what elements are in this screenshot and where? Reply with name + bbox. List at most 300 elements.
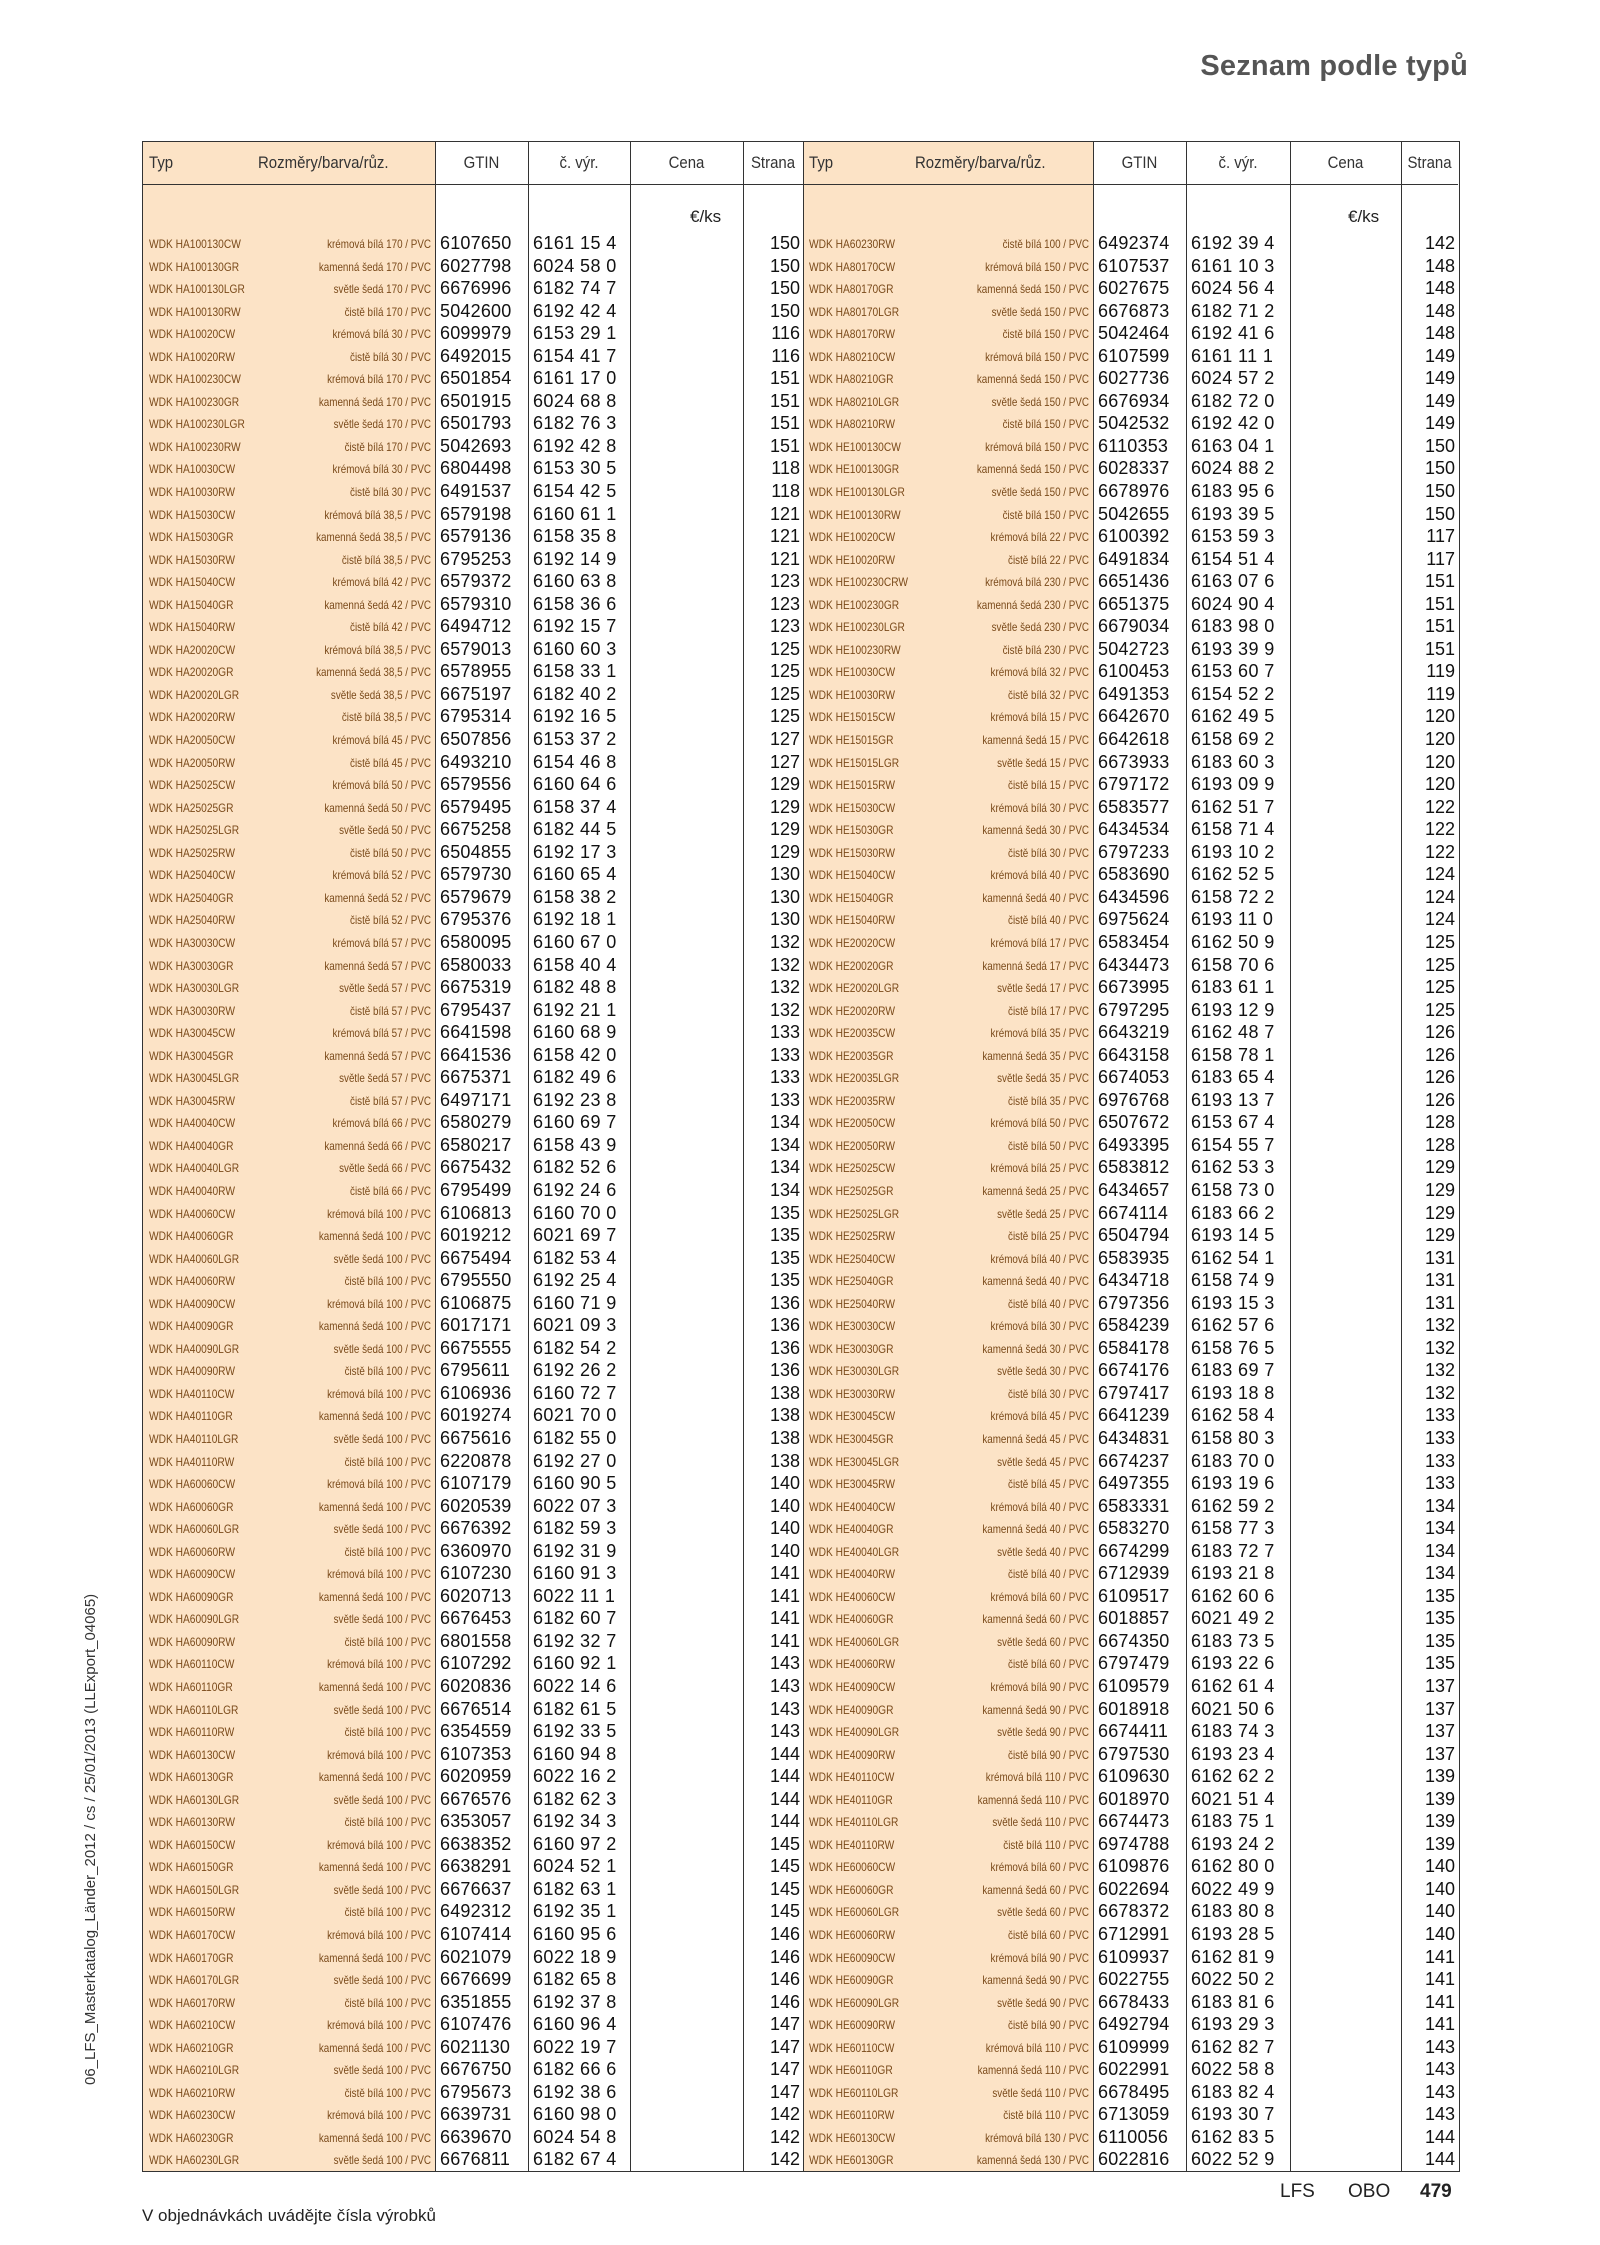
product-type: WDK HA60110GR [149, 1680, 233, 1694]
table-row [143, 1698, 803, 1721]
product-page: 137 [1424, 1743, 1455, 1764]
product-catalog-number: 6158 73 0 [1191, 1179, 1275, 1200]
product-gtin: 6109876 [1098, 1856, 1170, 1877]
product-gtin: 6020713 [440, 1585, 512, 1606]
product-catalog-number: 6192 32 7 [533, 1630, 617, 1651]
product-catalog-number: 6024 56 4 [1191, 278, 1275, 299]
table-row [803, 1833, 1458, 1856]
product-page: 145 [769, 1833, 800, 1854]
product-gtin: 5042464 [1098, 323, 1170, 344]
table-row [803, 705, 1458, 728]
product-dimensions: světle šedá 38,5 / PVC [330, 687, 431, 702]
product-type: WDK HE100230LGR [809, 620, 905, 635]
table-row [803, 1044, 1458, 1067]
product-type: WDK HA40060RW [149, 1274, 235, 1289]
page-number: 479 [1420, 2181, 1452, 2202]
table-row [143, 1269, 803, 1292]
product-catalog-number: 6162 53 3 [1191, 1157, 1275, 1178]
product-page: 125 [1424, 999, 1455, 1020]
product-gtin: 6021130 [440, 2036, 511, 2057]
product-dimensions: světle šedá 30 / PVC [997, 1364, 1089, 1379]
product-page: 150 [1424, 503, 1455, 524]
product-catalog-number: 6022 11 1 [533, 1585, 616, 1606]
product-catalog-number: 6021 09 3 [533, 1315, 617, 1336]
product-type: WDK HE10030RW [809, 687, 895, 702]
product-type: WDK HE25040GR [809, 1274, 894, 1289]
table-row [143, 1652, 803, 1675]
table-row [143, 1247, 803, 1270]
product-dimensions: kamenná šedá 100 / PVC [318, 2130, 431, 2145]
product-catalog-number: 6182 65 8 [533, 1969, 617, 1990]
product-type: WDK HE20050CW [809, 1116, 896, 1131]
product-type: WDK HA100130RW [149, 304, 241, 319]
product-page: 133 [1424, 1450, 1455, 1471]
table-row [803, 999, 1458, 1022]
table-row [803, 1292, 1458, 1315]
product-gtin: 6674053 [1098, 1067, 1170, 1088]
product-type: WDK HE40090RW [809, 1747, 895, 1762]
product-page: 121 [769, 526, 800, 547]
product-type: WDK HA20020RW [149, 710, 235, 725]
product-catalog-number: 6192 37 8 [533, 1991, 617, 2012]
product-dimensions: čistě bílá 90 / PVC [1008, 1747, 1089, 1762]
product-gtin: 6507856 [440, 729, 512, 750]
table-row [803, 931, 1458, 954]
product-catalog-number: 6193 28 5 [1191, 1924, 1275, 1945]
product-dimensions: čistě bílá 170 / PVC [344, 304, 431, 319]
product-dimensions: světle šedá 170 / PVC [333, 282, 431, 297]
product-gtin: 6027798 [440, 255, 512, 276]
table-right-half [803, 142, 1458, 2171]
product-type: WDK HE25040CW [809, 1251, 896, 1266]
table-row [143, 1517, 803, 1540]
product-page: 132 [769, 931, 800, 952]
product-page: 151 [769, 413, 800, 434]
product-page: 135 [1424, 1585, 1455, 1606]
product-page: 123 [769, 616, 800, 637]
product-catalog-number: 6154 55 7 [1191, 1134, 1275, 1155]
product-page: 131 [1424, 1270, 1455, 1291]
table-row [143, 1810, 803, 1833]
product-page: 143 [1424, 2081, 1455, 2102]
product-page: 116 [771, 323, 800, 344]
product-type: WDK HA60170GR [149, 1950, 234, 1965]
table-row [143, 1044, 803, 1067]
product-gtin: 6795611 [440, 1360, 511, 1381]
product-type: WDK HA30030RW [149, 1003, 235, 1018]
product-dimensions: krémová bílá 66 / PVC [332, 1116, 431, 1131]
table-rows-right [803, 232, 1458, 2171]
product-dimensions: krémová bílá 110 / PVC [985, 2040, 1089, 2055]
product-gtin: 6642618 [1098, 729, 1170, 750]
product-dimensions: světle šedá 90 / PVC [997, 1995, 1089, 2010]
product-type: WDK HE20020CW [809, 935, 896, 950]
product-type: WDK HA60230LGR [149, 2153, 240, 2168]
product-catalog-number: 6158 35 8 [533, 526, 617, 547]
header-page: Strana [750, 153, 796, 172]
product-catalog-number: 6024 54 8 [533, 2126, 617, 2147]
table-row [143, 1156, 803, 1179]
table-row [803, 1111, 1458, 1134]
product-catalog-number: 6154 41 7 [533, 345, 617, 366]
table-row [803, 1134, 1458, 1157]
product-page: 129 [769, 841, 800, 862]
product-catalog-number: 6153 37 2 [533, 729, 617, 750]
product-page: 150 [769, 255, 800, 276]
table-row [143, 2148, 803, 2171]
product-dimensions: krémová bílá 100 / PVC [327, 2018, 431, 2033]
product-type: WDK HA60150GR [149, 1860, 234, 1875]
product-gtin: 6674411 [1098, 1721, 1169, 1742]
product-gtin: 6497355 [1098, 1473, 1170, 1494]
product-dimensions: krémová bílá 100 / PVC [327, 1206, 431, 1221]
product-dimensions: kamenná šedá 170 / PVC [318, 394, 431, 409]
product-type: WDK HA40090CW [149, 1296, 236, 1311]
product-dimensions: čistě bílá 100 / PVC [344, 1454, 431, 1469]
product-dimensions: krémová bílá 100 / PVC [327, 1567, 431, 1582]
product-type: WDK HA25040CW [149, 868, 236, 883]
product-page: 134 [769, 1134, 800, 1155]
product-catalog-number: 6160 92 1 [533, 1653, 617, 1674]
product-page: 150 [769, 278, 800, 299]
product-page: 151 [769, 368, 800, 389]
product-gtin: 6492794 [1098, 2014, 1170, 2035]
product-gtin: 6579372 [440, 571, 512, 592]
product-page: 132 [769, 954, 800, 975]
table-row [143, 457, 803, 480]
product-gtin: 6491834 [1098, 548, 1170, 569]
product-dimensions: čistě bílá 25 / PVC [1008, 1229, 1089, 1244]
product-catalog-number: 6193 30 7 [1191, 2104, 1275, 2125]
product-catalog-number: 6192 27 0 [533, 1450, 617, 1471]
footer-brand-obo: OBO [1348, 2181, 1391, 2202]
product-catalog-number: 6193 13 7 [1191, 1089, 1275, 1110]
table-row [143, 1359, 803, 1382]
table-row [803, 457, 1458, 480]
product-type: WDK HA60170RW [149, 1995, 235, 2010]
table-row [803, 232, 1458, 255]
product-page: 151 [769, 390, 800, 411]
product-gtin: 6676873 [1098, 300, 1170, 321]
product-dimensions: krémová bílá 100 / PVC [327, 2108, 431, 2123]
product-gtin: 6676453 [440, 1608, 512, 1629]
product-catalog-number: 6192 33 5 [533, 1721, 617, 1742]
product-type: WDK HE15015RW [809, 778, 895, 793]
product-page: 122 [1424, 819, 1455, 840]
table-row [143, 1855, 803, 1878]
product-dimensions: čistě bílá 40 / PVC [1008, 1296, 1089, 1311]
product-gtin: 6501854 [440, 368, 512, 389]
header-dimensions: Rozměry/barva/růz. [258, 153, 389, 172]
product-type: WDK HA15030GR [149, 530, 234, 545]
product-gtin: 6507672 [1098, 1112, 1170, 1133]
table-row [803, 1382, 1458, 1405]
table-row [143, 1021, 803, 1044]
product-dimensions: kamenná šedá 100 / PVC [318, 1680, 431, 1694]
product-page: 143 [1424, 2036, 1455, 2057]
product-dimensions: kamenná šedá 30 / PVC [982, 823, 1089, 838]
product-catalog-number: 6158 69 2 [1191, 729, 1275, 750]
product-type: WDK HA15030RW [149, 552, 235, 567]
product-dimensions: krémová bílá 42 / PVC [332, 575, 431, 590]
product-type: WDK HE30045GR [809, 1431, 894, 1446]
table-row [143, 548, 803, 571]
product-gtin: 6797172 [1098, 774, 1170, 795]
product-type: WDK HA15040CW [149, 575, 236, 590]
table-row [143, 480, 803, 503]
table-row [143, 2036, 803, 2059]
table-row [143, 1540, 803, 1563]
product-type: WDK HA30045CW [149, 1026, 236, 1041]
product-catalog-number: 6158 78 1 [1191, 1044, 1275, 1065]
product-dimensions: krémová bílá 150 / PVC [985, 439, 1089, 454]
product-dimensions: krémová bílá 57 / PVC [332, 935, 431, 950]
table-row [803, 1698, 1458, 1721]
product-catalog-number: 6022 52 9 [1191, 2149, 1275, 2170]
product-catalog-number: 6183 80 8 [1191, 1901, 1275, 1922]
product-catalog-number: 6182 60 7 [533, 1608, 617, 1629]
product-gtin: 6675432 [440, 1157, 512, 1178]
product-gtin: 6491353 [1098, 683, 1170, 704]
table-row [143, 728, 803, 751]
product-type: WDK HA100230GR [149, 394, 240, 409]
product-dimensions: čistě bílá 100 / PVC [344, 1815, 431, 1830]
product-catalog-number: 6160 63 8 [533, 571, 617, 592]
product-page: 136 [769, 1337, 800, 1358]
table-row [803, 1900, 1458, 1923]
product-type: WDK HA15030CW [149, 507, 236, 522]
product-page: 148 [1424, 278, 1455, 299]
product-catalog-number: 6182 63 1 [533, 1878, 617, 1899]
product-gtin: 6579495 [440, 796, 512, 817]
product-type: WDK HE100130CW [809, 439, 901, 454]
product-type: WDK HE20020RW [809, 1003, 895, 1018]
product-dimensions: světle šedá 100 / PVC [333, 2063, 431, 2078]
product-dimensions: krémová bílá 60 / PVC [990, 1589, 1089, 1604]
product-dimensions: krémová bílá 130 / PVC [985, 2130, 1089, 2145]
product-catalog-number: 6022 58 8 [1191, 2059, 1275, 2080]
product-gtin: 6494712 [440, 616, 512, 637]
table-row [143, 818, 803, 841]
product-gtin: 6351855 [440, 1991, 512, 2012]
table-row [803, 1946, 1458, 1969]
product-catalog-number: 6192 34 3 [533, 1811, 617, 1832]
product-gtin: 6354559 [440, 1721, 512, 1742]
product-dimensions: kamenná šedá 100 / PVC [318, 1589, 431, 1604]
table-row [143, 232, 803, 255]
product-page: 141 [769, 1585, 800, 1606]
product-page: 147 [769, 2081, 800, 2102]
product-type: WDK HA100130LGR [149, 282, 245, 297]
product-catalog-number: 6183 61 1 [1191, 977, 1275, 998]
product-catalog-number: 6162 81 9 [1191, 1946, 1275, 1967]
product-dimensions: čistě bílá 90 / PVC [1008, 2018, 1089, 2033]
product-gtin: 5042532 [1098, 413, 1170, 434]
product-type: WDK HE60090LGR [809, 1995, 900, 2010]
table-row [143, 1495, 803, 1518]
product-dimensions: čistě bílá 32 / PVC [1008, 687, 1089, 702]
table-row [143, 503, 803, 526]
product-dimensions: čistě bílá 45 / PVC [350, 755, 431, 770]
product-dimensions: čistě bílá 30 / PVC [350, 485, 431, 500]
product-type: WDK HA60090LGR [149, 1612, 240, 1627]
table-row [143, 1720, 803, 1743]
product-catalog-number: 6153 60 7 [1191, 661, 1275, 682]
product-catalog-number: 6153 59 3 [1191, 526, 1275, 547]
table-row [803, 1675, 1458, 1698]
product-page: 125 [769, 638, 800, 659]
product-dimensions: krémová bílá 100 / PVC [327, 1657, 431, 1672]
product-type: WDK HE60110CW [809, 2040, 895, 2055]
product-dimensions: světle šedá 170 / PVC [333, 417, 431, 432]
table-left-half [143, 142, 803, 2171]
product-type: WDK HA40040RW [149, 1183, 235, 1198]
table-row [803, 1450, 1458, 1473]
product-type: WDK HA40090GR [149, 1319, 234, 1334]
product-type: WDK HE20035GR [809, 1048, 894, 1063]
product-gtin: 6674237 [1098, 1450, 1170, 1471]
product-type: WDK HA100130CW [149, 237, 241, 251]
product-catalog-number: 6193 19 6 [1191, 1473, 1275, 1494]
product-dimensions: kamenná šedá 150 / PVC [976, 372, 1089, 387]
product-page: 121 [769, 548, 800, 569]
table-row [143, 525, 803, 548]
product-gtin: 6675555 [440, 1337, 512, 1358]
product-type: WDK HE15015CW [809, 710, 896, 725]
product-catalog-number: 6162 49 5 [1191, 706, 1275, 727]
product-page: 151 [769, 435, 800, 456]
product-type: WDK HE60130CW [809, 2130, 896, 2145]
product-dimensions: čistě bílá 38,5 / PVC [341, 552, 431, 567]
product-page: 135 [1424, 1630, 1455, 1651]
product-type: WDK HE100130RW [809, 507, 901, 522]
product-catalog-number: 6154 52 2 [1191, 683, 1275, 704]
table-row [803, 683, 1458, 706]
product-gtin: 6107650 [440, 233, 512, 253]
table-row [143, 683, 803, 706]
table-row [803, 751, 1458, 774]
product-page: 135 [1424, 1653, 1455, 1674]
product-gtin: 6107292 [440, 1653, 512, 1674]
product-dimensions: světle šedá 60 / PVC [997, 1905, 1089, 1920]
product-catalog-number: 6182 66 6 [533, 2059, 617, 2080]
product-gtin: 6676934 [1098, 390, 1170, 411]
product-gtin: 6797479 [1098, 1653, 1170, 1674]
product-type: WDK HA30030LGR [149, 981, 240, 996]
table-row [803, 412, 1458, 435]
product-page: 146 [769, 1991, 800, 2012]
table-row [803, 322, 1458, 345]
product-page: 151 [1424, 571, 1455, 592]
product-dimensions: kamenná šedá 100 / PVC [318, 1770, 431, 1785]
table-row [143, 841, 803, 864]
product-page: 124 [1424, 909, 1455, 930]
product-page: 141 [1424, 2014, 1455, 2035]
product-type: WDK HA60170LGR [149, 1973, 240, 1988]
product-catalog-number: 6161 17 0 [533, 368, 617, 389]
product-dimensions: krémová bílá 38,5 / PVC [324, 507, 431, 522]
table-row [803, 796, 1458, 819]
product-dimensions: kamenná šedá 40 / PVC [982, 1274, 1089, 1289]
product-type: WDK HE40110RW [809, 1837, 895, 1852]
product-type: WDK HA40060LGR [149, 1251, 240, 1266]
product-page: 119 [1426, 683, 1455, 704]
table-row [803, 1337, 1458, 1360]
product-dimensions: kamenná šedá 17 / PVC [982, 958, 1089, 973]
product-catalog-number: 6183 60 3 [1191, 751, 1275, 772]
product-dimensions: krémová bílá 40 / PVC [990, 1499, 1089, 1514]
product-dimensions: kamenná šedá 38,5 / PVC [316, 530, 431, 545]
product-page: 149 [1424, 345, 1455, 366]
product-gtin: 6028337 [1098, 458, 1170, 479]
product-page: 135 [1424, 1608, 1455, 1629]
product-gtin: 6107414 [440, 1924, 512, 1945]
product-dimensions: světle šedá 100 / PVC [333, 1702, 431, 1717]
table-row [803, 593, 1458, 616]
product-page: 143 [1424, 2059, 1455, 2080]
product-catalog-number: 6162 48 7 [1191, 1022, 1275, 1043]
product-dimensions: krémová bílá 45 / PVC [990, 1409, 1089, 1424]
product-dimensions: krémová bílá 50 / PVC [990, 1116, 1089, 1131]
product-type: WDK HE60060LGR [809, 1905, 900, 1920]
product-dimensions: světle šedá 57 / PVC [339, 1071, 431, 1086]
product-gtin: 6584178 [1098, 1337, 1170, 1358]
product-type: WDK HA60150RW [149, 1905, 235, 1920]
product-catalog-number: 6162 59 2 [1191, 1495, 1275, 1516]
product-dimensions: krémová bílá 100 / PVC [327, 1386, 431, 1401]
product-catalog-number: 6182 49 6 [533, 1067, 617, 1088]
product-gtin: 6107476 [440, 2014, 512, 2035]
product-dimensions: krémová bílá 40 / PVC [990, 868, 1089, 883]
footer-order-note: V objednávkách uvádějte čísla výrobků [142, 2206, 436, 2225]
product-dimensions: čistě bílá 60 / PVC [1008, 1657, 1089, 1672]
table-row [143, 277, 803, 300]
product-catalog-number: 6192 18 1 [533, 909, 617, 930]
product-dimensions: kamenná šedá 110 / PVC [977, 1792, 1089, 1807]
product-page: 134 [769, 1112, 800, 1133]
product-catalog-number: 6160 96 4 [533, 2014, 617, 2035]
product-page: 150 [769, 300, 800, 321]
product-catalog-number: 6161 10 3 [1191, 255, 1275, 276]
product-type: WDK HE60090RW [809, 2018, 895, 2033]
product-gtin: 6021079 [440, 1946, 512, 1967]
product-page: 134 [1424, 1540, 1455, 1561]
product-dimensions: světle šedá 150 / PVC [991, 304, 1089, 319]
product-gtin: 6583935 [1098, 1247, 1170, 1268]
header-dimensions-right: Rozměry/barva/růz. [915, 153, 1046, 172]
product-dimensions: světle šedá 100 / PVC [333, 1251, 431, 1266]
product-dimensions: krémová bílá 50 / PVC [332, 778, 431, 793]
product-page: 132 [1424, 1382, 1455, 1403]
product-catalog-number: 6022 14 6 [533, 1676, 617, 1696]
product-catalog-number: 6182 74 7 [533, 278, 617, 299]
product-gtin: 6107537 [1098, 255, 1170, 276]
table-row [803, 548, 1458, 571]
product-page: 141 [1424, 1991, 1455, 2012]
table-row [803, 1878, 1458, 1901]
product-dimensions: krémová bílá 38,5 / PVC [324, 642, 431, 657]
product-catalog-number: 6158 80 3 [1191, 1427, 1275, 1448]
product-dimensions: čistě bílá 30 / PVC [350, 349, 431, 364]
product-type: WDK HE60110RW [809, 2108, 895, 2123]
table-row [803, 773, 1458, 796]
table-row [803, 1269, 1458, 1292]
product-page: 136 [769, 1292, 800, 1313]
product-dimensions: kamenná šedá 66 / PVC [324, 1138, 431, 1153]
product-page: 136 [769, 1315, 800, 1336]
table-row [143, 1675, 803, 1698]
product-type: WDK HE30030RW [809, 1386, 895, 1401]
